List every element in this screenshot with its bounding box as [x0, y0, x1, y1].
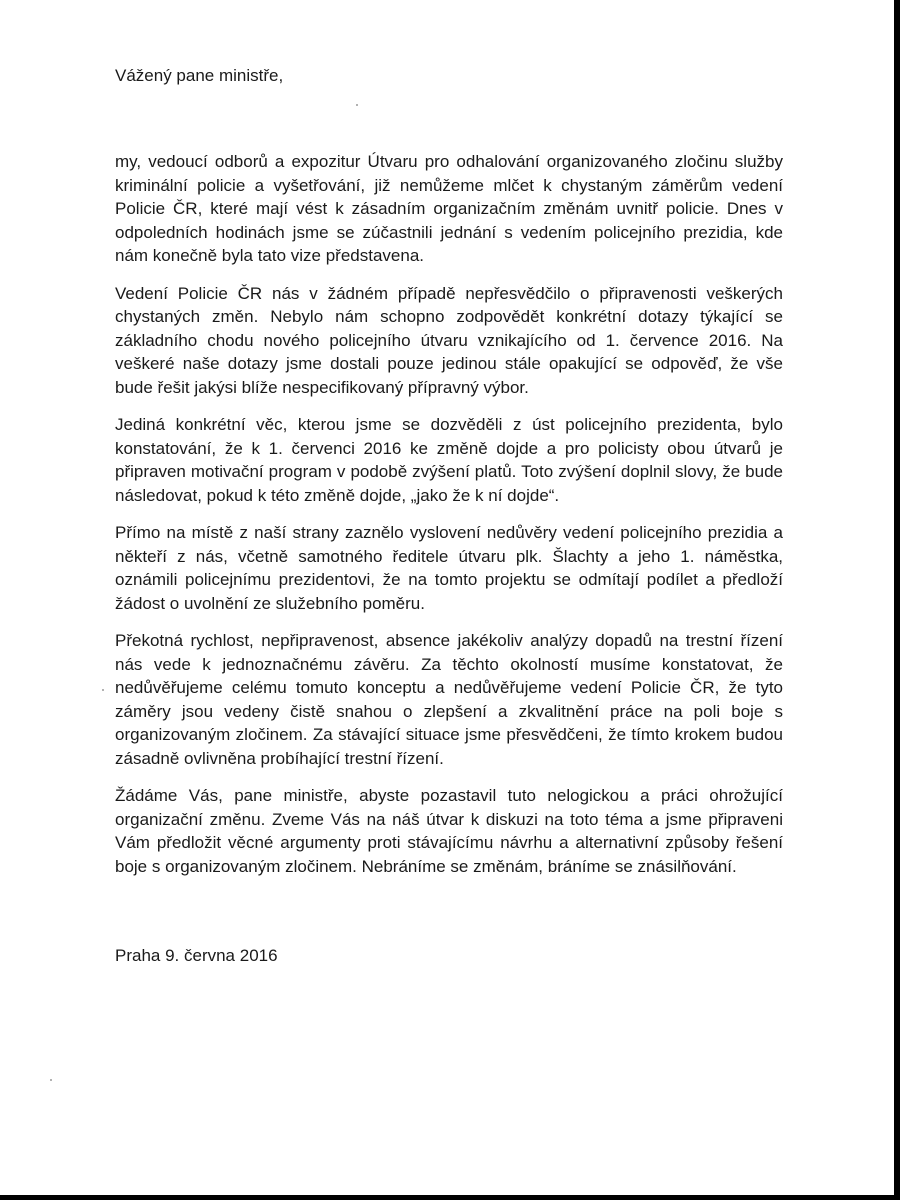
scan-border-right	[894, 0, 900, 1200]
letter-paragraph-1: my, vedoucí odborů a expozitur Útvaru pro odhalování organizovaného zločinu služby kriminální policie a vyšetřování, již nemůžeme mlčet k chystaným záměrům vedení Policie ČR, které mají vést k zásadním organizačním změnám uvnitř policie. Dnes v odpoledních hodinách jsme se zúčastnili jednání s vedením policejního prezidia, kde nám konečně byla tato vize představena.	[115, 152, 783, 265]
letter-paragraph-6: Žádáme Vás, pane ministře, abyste pozastavil tuto nelogickou a práci ohrožující organizační změnu. Zveme Vás na náš útvar k diskuzi na toto téma a jsme připraveni Vám předložit věcné argumenty proti stávajícímu návrhu a alternativní způsoby řešení boje s organizovaným zločinem. Nebráníme se změnám, bráníme se znásilňování.	[115, 786, 783, 876]
scan-speck	[102, 689, 104, 691]
scan-speck	[50, 1079, 52, 1081]
letter-page	[115, 64, 783, 968]
letter-paragraph-2: Vedení Policie ČR nás v žádném případě nepřesvědčilo o připravenosti veškerých chystaných změn. Nebylo nám schopno zodpovědět konkrétní dotazy týkající se základního chodu nového policejního útvaru vznikajícího od 1. července 2016. Na veškeré naše dotazy jsme dostali pouze jedinou stále opakující se odpověď, že vše bude řešit jakýsi blíže nespecifikovaný přípravný výbor.	[115, 283, 783, 397]
letter-paragraph-3: Jediná konkrétní věc, kterou jsme se dozvěděli z úst policejního prezidenta, bylo konstatování, že k 1. červenci 2016 ke změně dojde a pro policisty obou útvarů je připraven motivační program v podobě zvýšení platů. Toto zvýšení doplnil slovy, že bude následovat, pokud k této změně dojde, „jako že k ní dojde“.	[115, 415, 783, 505]
letter-paragraph-5: Překotná rychlost, nepřipravenost, absence jakékoliv analýzy dopadů na trestní řízení nás vede k jednoznačnému závěru. Za těchto okolností musíme konstatovat, že nedůvěřujeme celému tomuto konceptu a nedůvěřujeme vedení Policie ČR, že tyto záměry jsou vedeny čistě snahou o zlepšení a zkvalitnění práce na poli boje s organizovaným zločinem. Za stávající situace jsme přesvědčeni, že tímto krokem budou zásadně ovlivněna probíhající trestní řízení.	[115, 631, 783, 768]
letter-salutation: Vážený pane ministře,	[115, 66, 284, 85]
letter-paragraph-4: Přímo na místě z naší strany zaznělo vyslovení nedůvěry vedení policejního prezidia a někteří z nás, včetně samotného ředitele útvaru plk. Šlachty a jeho 1. náměstka, oznámili policejnímu prezidentovi, že na tomto projektu se odmítají podílet a předloží žádost o uvolnění ze služebního poměru.	[115, 523, 783, 613]
letter-place-date: Praha 9. června 2016	[115, 946, 278, 965]
scan-border-bottom	[0, 1195, 900, 1200]
